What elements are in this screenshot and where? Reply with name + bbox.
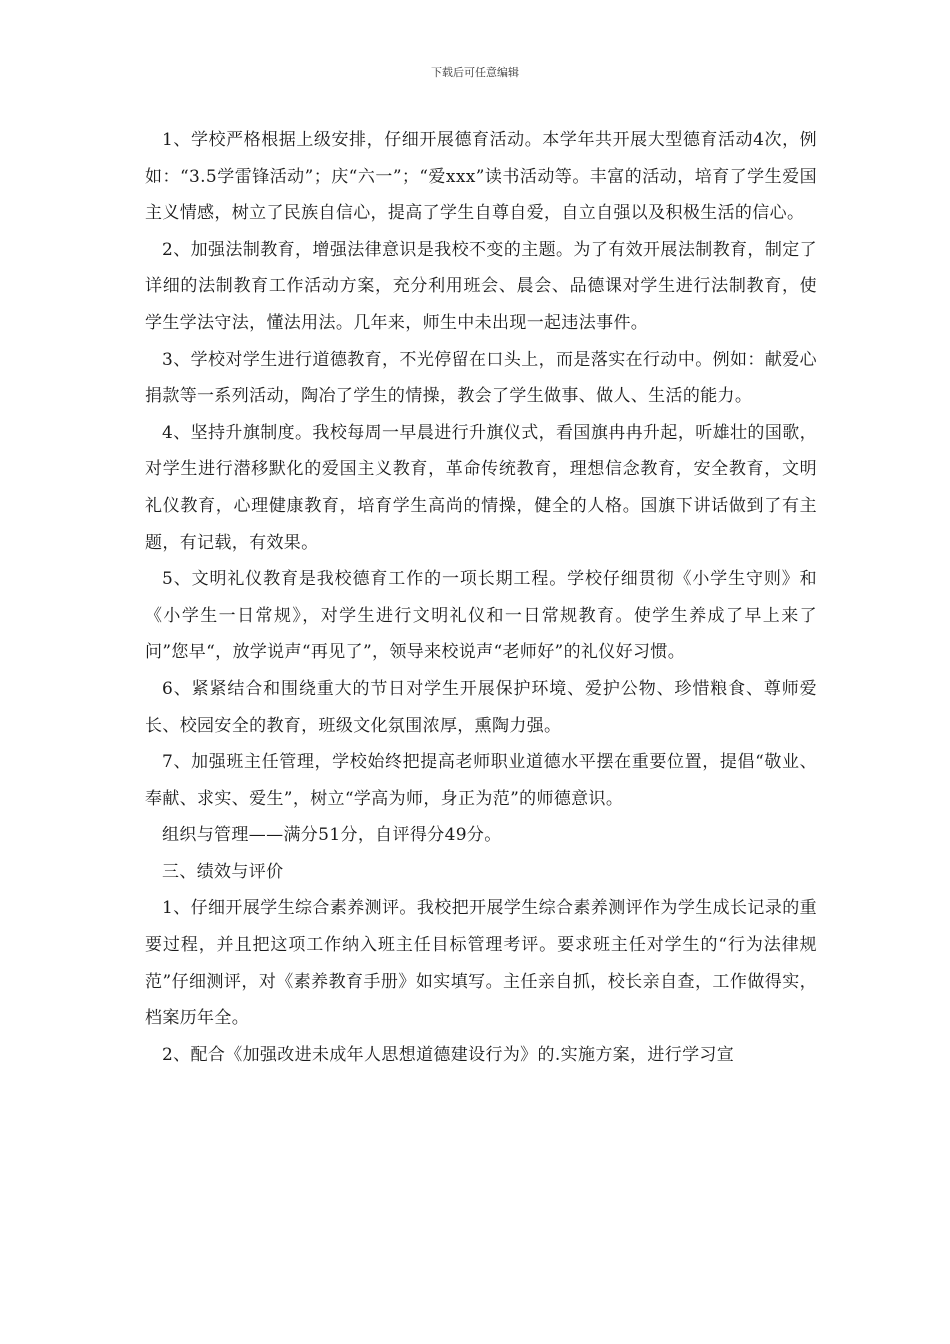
document-body <box>145 122 817 1073</box>
section-heading-performance: 三、绩效与评价 <box>162 861 284 882</box>
page-header: 下载后可任意编辑 <box>431 66 519 79</box>
paragraph-implementation-plan: 2、配合《加强改进未成年人思想道德建设行为》的.实施方案，进行学习宣 <box>162 1044 735 1065</box>
paragraph-class-teacher-management: 7、加强班主任管理，学校始终把提高老师职业道德水平摆在重要位置，提倡“敬业、奉献、求实、爱生”，树立“学高为师，身正为范”的师德意识。 <box>145 752 817 809</box>
paragraph-flag-raising: 4、坚持升旗制度。我校每周一早晨进行升旗仪式，看国旗冉冉升起，听雄壮的国歌，对学生进行潜移默化的爱国主义教育，革命传统教育，理想信念教育，安全教育，文明礼仪教育，心理健康教育，培育学生高尚的情操，健全的人格。国旗下讲话做到了有主题，有记载，有效果。 <box>145 422 817 553</box>
paragraph-score-summary: 组织与管理——满分51分，自评得分49分。 <box>162 825 502 846</box>
paragraph-festival-education: 6、紧紧结合和围绕重大的节日对学生开展保护环境、爱护公物、珍惜粮食、尊师爱长、校园安全的教育，班级文化氛围浓厚，熏陶力强。 <box>145 678 817 736</box>
paragraph-legal-education: 2、加强法制教育，增强法律意识是我校不变的主题。为了有效开展法制教育，制定了详细的法制教育工作活动方案，充分利用班会、晨会、品德课对学生进行法制教育，使学生学法守法，懂法用法。几年来，师生中未出现一起违法事件。 <box>145 239 817 333</box>
paragraph-moral-activities: 1、学校严格根据上级安排，仔细开展德育活动。本学年共开展大型德育活动4次，例如：“3.5学雷锋活动”；庆“六一”；“爱xxx”读书活动等。丰富的活动，培育了学生爱国主义情感，树立了民族自信心，提高了学生自尊自爱，自立自强以及积极生活的信心。 <box>145 130 817 224</box>
paragraph-quality-assessment: 1、仔细开展学生综合素养测评。我校把开展学生综合素养测评作为学生成长记录的重要过程，并且把这项工作纳入班主任目标管理考评。要求班主任对学生的“行为法律规范”仔细测评，对《素养教育手册》如实填写。主任亲自抓，校长亲自查，工作做得实，档案历年全。 <box>145 898 817 1029</box>
paragraph-moral-education: 3、学校对学生进行道德教育，不光停留在口头上，而是落实在行动中。例如：献爱心捐款等一系列活动，陶冶了学生的情操，教会了学生做事、做人、生活的能力。 <box>145 349 817 407</box>
paragraph-etiquette-education: 5、文明礼仪教育是我校德育工作的一项长期工程。学校仔细贯彻《小学生守则》和《小学生一日常规》，对学生进行文明礼仪和一日常规教育。使学生养成了早上来了问”您早“，放学说声“再见了”，领导来校说声“老师好”的礼仪好习惯。 <box>145 569 817 663</box>
